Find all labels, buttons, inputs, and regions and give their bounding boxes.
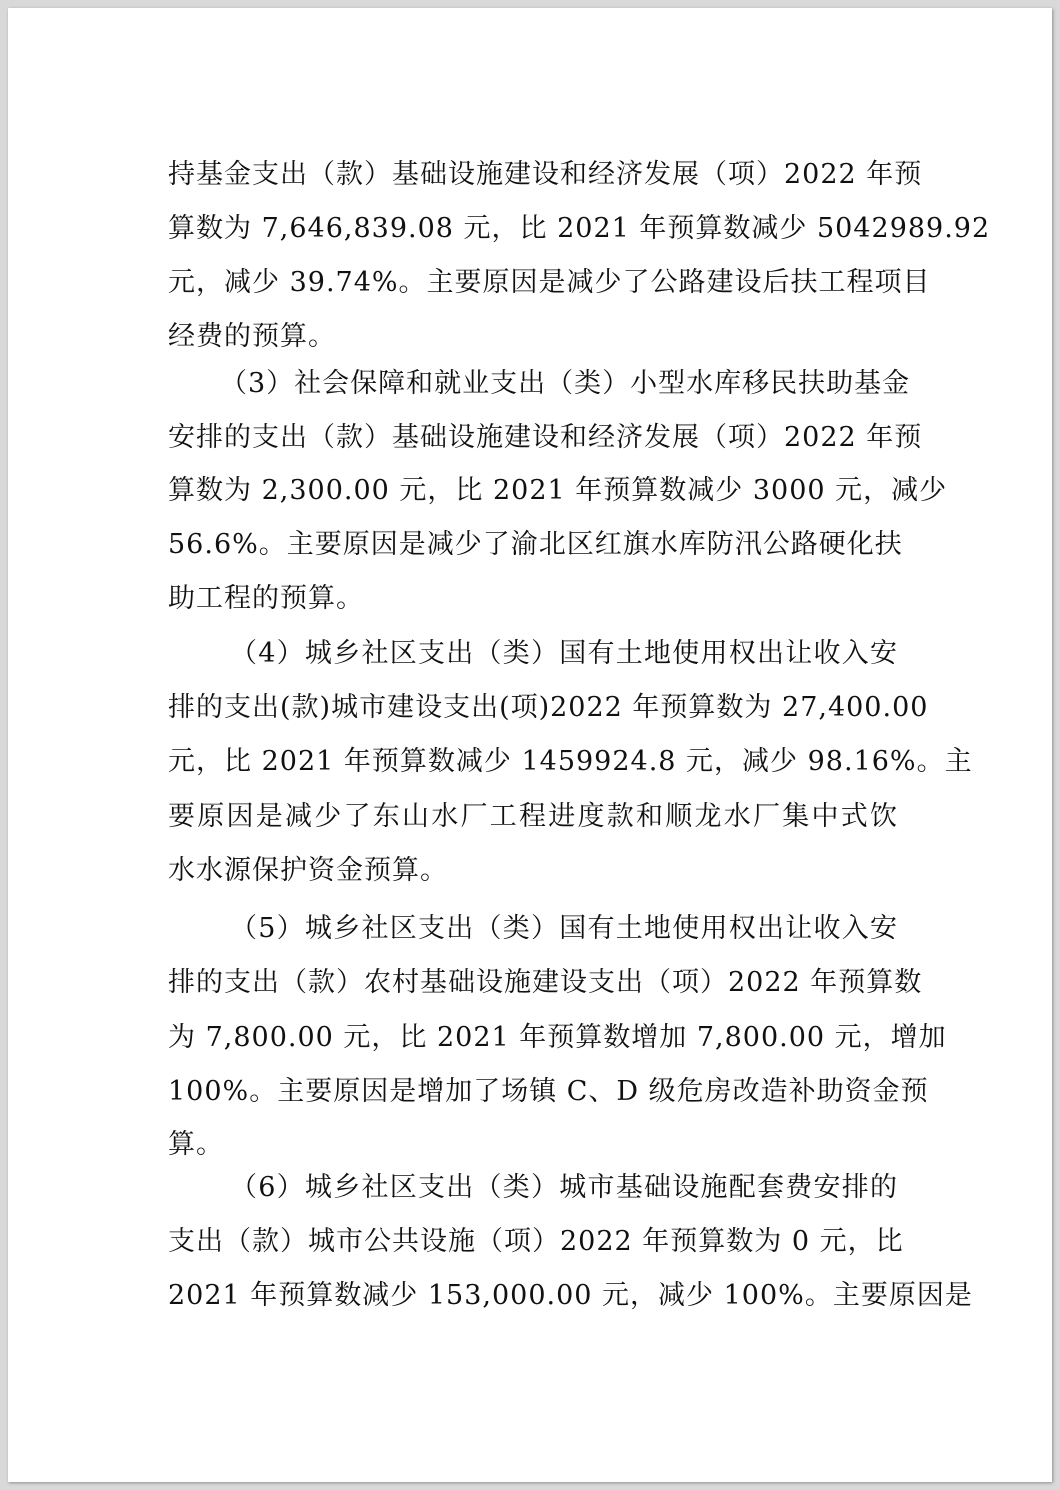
text-line: 元，减少 39.74%。主要原因是减少了公路建设后扶工程项目: [168, 267, 931, 298]
text-line: 算。: [168, 1129, 224, 1160]
paragraph-start-line: （5）城乡社区支出（类）国有土地使用权出让收入安: [230, 913, 898, 944]
text-line: 要原因是减少了东山水厂工程进度款和顺龙水厂集中式饮: [168, 801, 898, 832]
text-line: 支出（款）城市公共设施（项）2022 年预算数为 0 元，比: [168, 1226, 904, 1257]
paragraph-start-line: （4）城乡社区支出（类）国有土地使用权出让收入安: [230, 638, 898, 669]
paragraph-start-line: （6）城乡社区支出（类）城市基础设施配套费安排的: [230, 1172, 898, 1203]
text-line: 算数为 7,646,839.08 元，比 2021 年预算数减少 5042989.92: [168, 213, 991, 244]
text-line: 经费的预算。: [168, 321, 336, 352]
text-line: 算数为 2,300.00 元，比 2021 年预算数减少 3000 元，减少: [168, 475, 948, 506]
text-line: 水水源保护资金预算。: [168, 855, 448, 886]
text-line: 助工程的预算。: [168, 583, 364, 614]
text-line: 安排的支出（款）基础设施建设和经济发展（项）2022 年预: [168, 422, 923, 453]
text-line: 2021 年预算数减少 153,000.00 元，减少 100%。主要原因是: [168, 1280, 973, 1311]
document-page: [8, 8, 1052, 1482]
paragraph-start-line: （3）社会保障和就业支出（类）小型水库移民扶助基金: [220, 368, 911, 399]
text-line: 持基金支出（款）基础设施建设和经济发展（项）2022 年预: [168, 159, 923, 190]
text-line: 56.6%。主要原因是减少了渝北区红旗水库防汛公路硬化扶: [168, 529, 903, 560]
text-line: 排的支出（款）农村基础设施建设支出（项）2022 年预算数: [168, 967, 923, 998]
text-line: 元，比 2021 年预算数减少 1459924.8 元，减少 98.16%。主: [168, 746, 973, 777]
text-line: 为 7,800.00 元，比 2021 年预算数增加 7,800.00 元，增加: [168, 1022, 947, 1053]
text-line: 100%。主要原因是增加了场镇 C、D 级危房改造补助资金预: [168, 1076, 929, 1107]
text-line: 排的支出(款)城市建设支出(项)2022 年预算数为 27,400.00: [168, 692, 929, 723]
